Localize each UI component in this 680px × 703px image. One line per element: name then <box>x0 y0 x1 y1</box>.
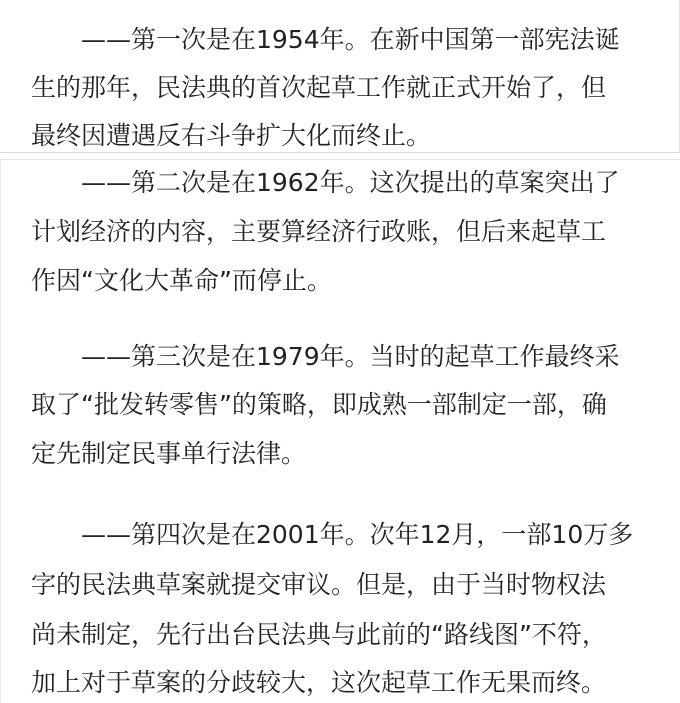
text-line: 定先制定民事单行法律。 <box>31 439 307 468</box>
text-line: ——第四次是在2001年。次年12月，一部10万多 <box>81 520 634 549</box>
text-line: 计划经济的内容，主要算经济行政账，但后来起草工 <box>31 217 607 246</box>
text-line: 作因“文化大革命”而停止。 <box>31 266 332 295</box>
text-line: 尚未制定，先行出台民法典与此前的“路线图”不符， <box>31 620 607 649</box>
text-line: ——第三次是在1979年。当时的起草工作最终采 <box>81 342 620 371</box>
text-line: ——第一次是在1954年。在新中国第一部宪法诞 <box>81 25 620 54</box>
text-line: 最终因遭遇反右斗争扩大化而终止。 <box>31 121 432 150</box>
text-line: 取了“批发转零售”的策略，即成熟一部制定一部，确 <box>31 390 607 419</box>
text-line: 加上对于草案的分歧较大，这次起草工作无果而终。 <box>31 668 607 697</box>
text-line: ——第二次是在1962年。这次提出的草案突出了 <box>81 168 620 197</box>
text-line: 生的那年，民法典的首次起草工作就正式开始了，但 <box>31 73 607 102</box>
text-line: 字的民法典草案就提交审议。但是，由于当时物权法 <box>31 570 607 599</box>
